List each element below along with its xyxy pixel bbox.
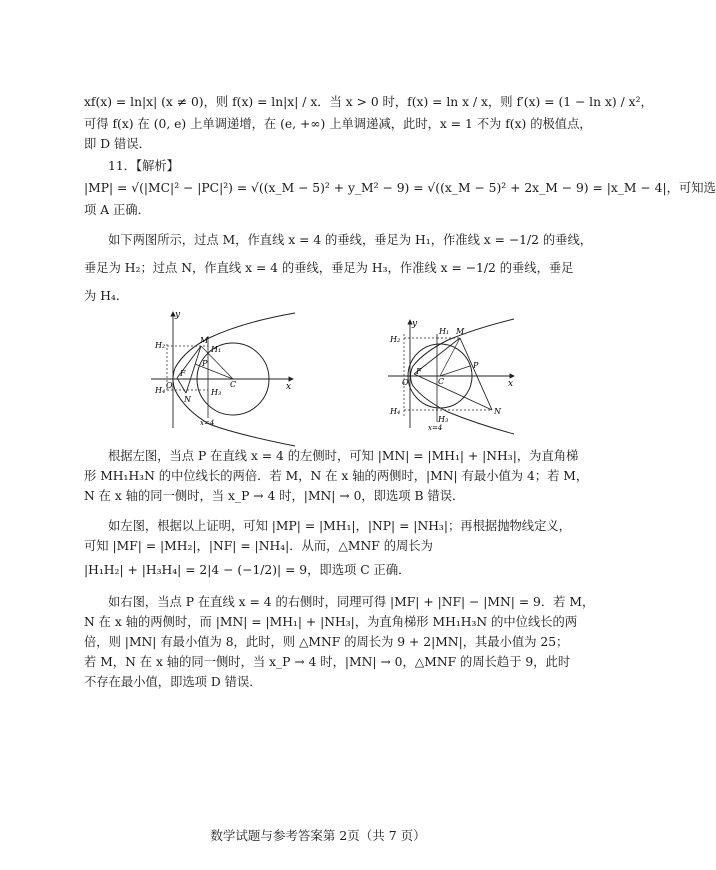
label-c: C bbox=[230, 380, 237, 389]
right-figure bbox=[382, 316, 522, 432]
label-o: O bbox=[166, 381, 173, 390]
label-h2: H₂ bbox=[390, 335, 401, 344]
label-h2: H₂ bbox=[155, 341, 166, 350]
para1-line2: 可得 f(x) 在 (0, e) 上单调递增，在 (e, +∞) 上单调递减，此时，x = 1 不为 f(x) 的极值点， bbox=[84, 117, 592, 131]
label-h1: H₁ bbox=[439, 327, 450, 336]
left-figure bbox=[145, 306, 305, 434]
label-x: x bbox=[508, 379, 514, 389]
para4-line3: |H₁H₂| + |H₃H₄| = 2|4 − (−1/2)| = 9，即选项 C 正确． bbox=[84, 563, 411, 577]
para5-line3: 倍，则 |MN| 有最小值为 8，此时，则 △MNF 的周长为 9 + 2|MN|，其最小值为 25； bbox=[84, 635, 569, 649]
para1-line3: 即 D 错误． bbox=[84, 137, 151, 151]
para4-line1: 如左图，根据以上证明，可知 |MP| = |MH₁|，|NP| = |NH₃|；再根据抛物线定义， bbox=[108, 519, 571, 533]
para2-line2: 垂足为 H₂；过点 N，作直线 x = 4 的垂线，垂足为 H₃，作准线 x = −1/2 的垂线，垂足 bbox=[84, 261, 574, 275]
label-h3: H₃ bbox=[438, 415, 449, 424]
para5-line2: N 在 x 轴的两侧时，而 |MN| = |MH₁| + |NH₃|，为直角梯形 MH₁H₃N 的中位线长的两 bbox=[84, 615, 578, 629]
label-n: N bbox=[494, 407, 501, 416]
label-m: M bbox=[456, 327, 465, 336]
label-x4: x=4 bbox=[428, 424, 443, 432]
para5-line1: 如右图，当点 P 在直线 x = 4 的右侧时，同理可得 |MF| + |NF| − |MN| = 9．若 M， bbox=[108, 595, 595, 609]
para2-line3: 为 H₄． bbox=[84, 289, 129, 303]
para5-line4: 若 M，N 在 x 轴的同一侧时，当 x_P → 4 时，|MN| → 0，△MNF 的周长趋于 9，此时 bbox=[84, 655, 571, 669]
label-o: O bbox=[402, 378, 409, 387]
para5-line5: 不存在最小值，即选项 D 错误． bbox=[84, 675, 262, 689]
para3-line3: N 在 x 轴的同一侧时，当 x_P → 4 时，|MN| → 0，即选项 B 错误． bbox=[84, 489, 465, 503]
para3-line2: 形 MH₁H₃N 的中位线长的两倍．若 M，N 在 x 轴的两侧时，|MN| 有最小值为 4；若 M， bbox=[84, 469, 589, 483]
label-p: P bbox=[202, 359, 208, 368]
label-h4: H₄ bbox=[390, 407, 401, 416]
label-y: y bbox=[175, 310, 181, 320]
pc bbox=[195, 364, 233, 379]
label-x4: x=4 bbox=[200, 419, 215, 427]
para4-line2: 可知 |MF| = |MH₂|，|NF| = |NH₄|．从而，△MNF 的周长为 bbox=[84, 539, 433, 553]
para3-line1: 根据左图，当点 P 在直线 x = 4 的左侧时，可知 |MN| = |MH₁| + |NH₃|，为直角梯 bbox=[108, 449, 579, 463]
para1-line1: xf(x) = ln|x| (x ≠ 0)，则 f(x) = ln|x| / x．当 x > 0 时，f(x) = ln x / x，则 f′(x) = (1 − ln x) / x²， bbox=[84, 95, 653, 109]
q11-line1: |MP| = √(|MC|² − |PC|²) = √((x_M − 5)² + y_M² − 9) = √((x_M − 5)² + 2x_M − 9) = |x_M − 4|，可知选 bbox=[84, 181, 716, 195]
label-h1: H₁ bbox=[211, 345, 222, 354]
label-f: F bbox=[416, 367, 422, 376]
q11-heading: 11．【解析】 bbox=[108, 159, 179, 173]
label-x: x bbox=[286, 382, 292, 392]
mn bbox=[460, 338, 492, 410]
page-footer: 数学试题与参考答案第 2页（共 7 页） bbox=[210, 828, 426, 843]
para2-line1: 如下两图所示，过点 M，作直线 x = 4 的垂线，垂足为 H₁，作准线 x = −1/2 的垂线， bbox=[108, 233, 593, 247]
label-f: F bbox=[180, 369, 186, 378]
label-h3: H₃ bbox=[211, 388, 222, 397]
parabola bbox=[411, 319, 515, 434]
label-c: C bbox=[438, 377, 445, 386]
label-m: M bbox=[200, 336, 209, 345]
nf bbox=[177, 378, 186, 393]
label-y: y bbox=[412, 319, 418, 329]
label-p: P bbox=[473, 361, 479, 370]
q11-line2: 项 A 正确． bbox=[84, 203, 150, 217]
label-h4: H₄ bbox=[155, 386, 166, 395]
label-n: N bbox=[184, 395, 191, 404]
